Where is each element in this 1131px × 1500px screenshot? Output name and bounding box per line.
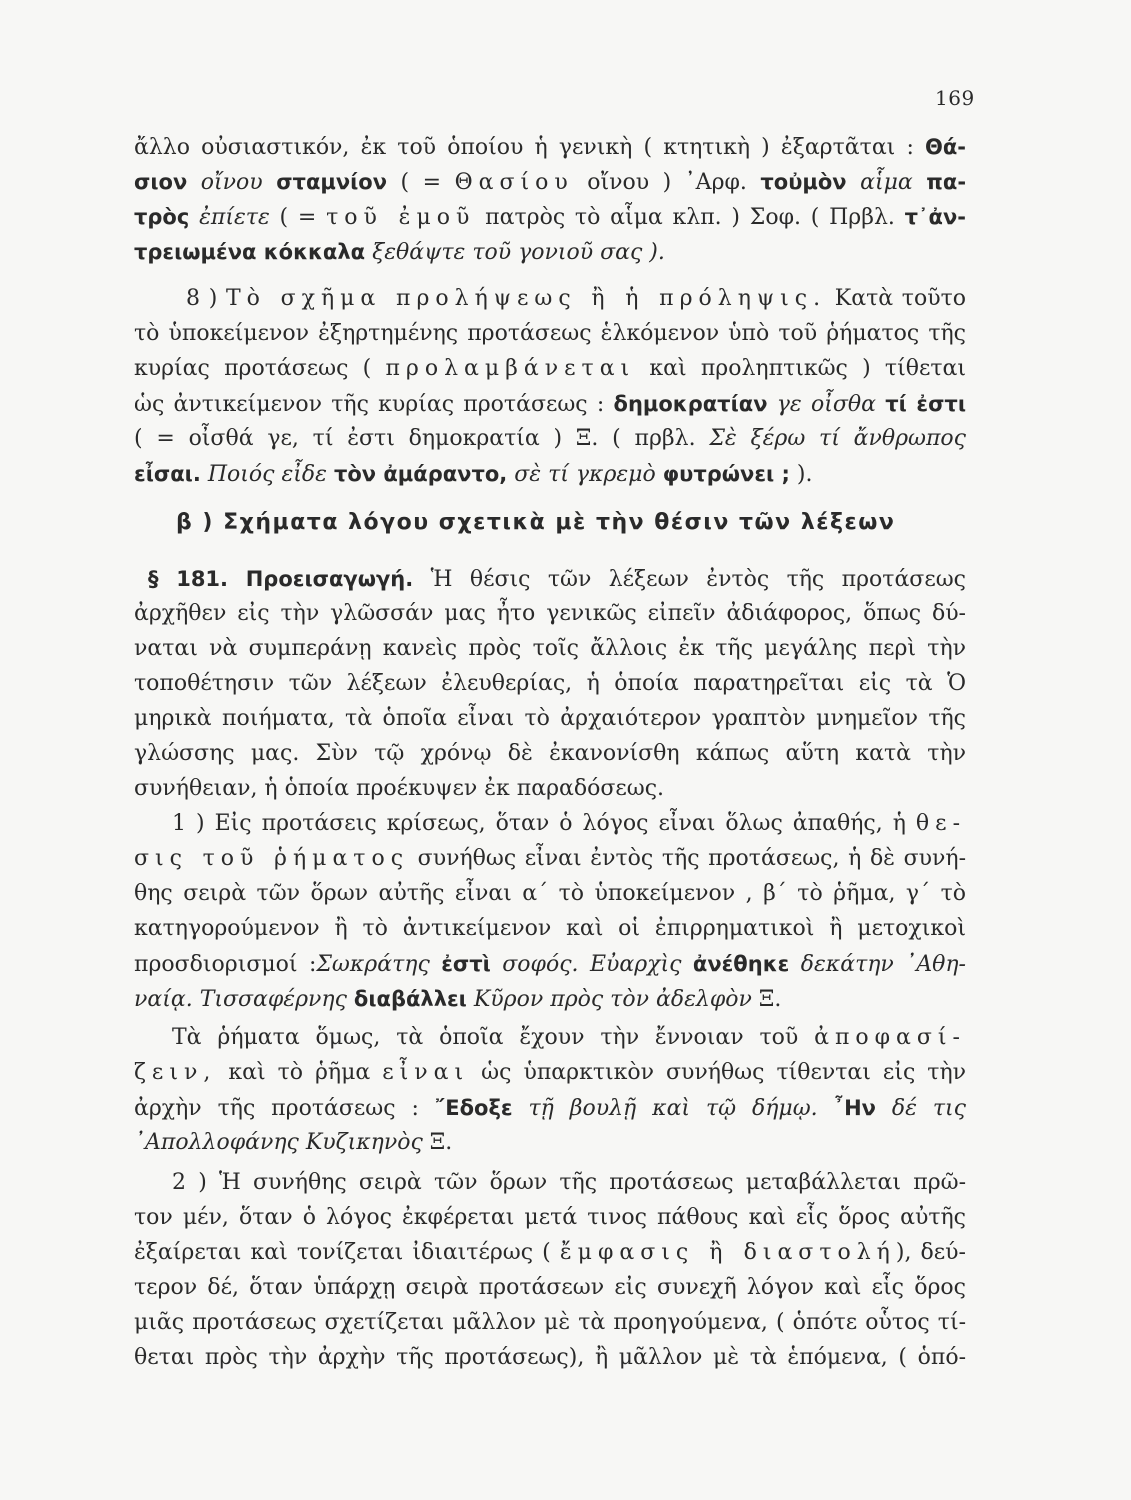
text-run: Ξ. xyxy=(751,987,782,1012)
text-run: πατρὸς τὸ αἷμα κλπ. ) Σοφ. ( Πρβλ. xyxy=(475,205,905,230)
text-run: ἀρχὴν τῆς προτάσεως : xyxy=(134,1096,435,1121)
text-run: σὲ τί γκρεμὸ xyxy=(514,462,656,487)
text-run: καὶ τὸ ῥῆμα xyxy=(216,1060,383,1085)
text-run: ἐπίετε xyxy=(199,205,270,230)
text-line xyxy=(172,1021,966,1055)
text-line xyxy=(134,772,966,806)
text-line xyxy=(134,1236,966,1270)
text-run: § 181. Προεισαγωγή. xyxy=(148,567,414,591)
text-run: 2 ) Ἡ συνήθης σειρὰ τῶν ὅρων τῆς προτάσεως μεταβάλλεται πρῶ- xyxy=(172,1170,966,1195)
section-heading: β ) Σχήματα λόγου σχετικὰ μὲ τὴν θέσιν τῶν λέξεων xyxy=(176,510,896,535)
text-run: τρειωμένα κόκκαλα xyxy=(134,240,366,264)
text-run: ῏Ην xyxy=(833,1096,876,1120)
text-line xyxy=(134,597,966,631)
text-run: οἴνου xyxy=(200,170,263,195)
text-run: θης σειρὰ τῶν ὅρων αὐτῆς εἶναι α΄ τὸ ὑποκείμενον , β΄ τὸ ῥῆμα, γ΄ τὸ xyxy=(134,881,966,906)
text-run: κυρίας προτάσεως ( xyxy=(134,356,386,381)
page-number: 169 xyxy=(935,86,975,110)
text-run: τοὐμὸν xyxy=(760,170,847,194)
text-run xyxy=(847,170,861,195)
text-line xyxy=(134,387,966,421)
text-run xyxy=(876,1096,892,1121)
text-run: ῎Εδοξε xyxy=(434,1096,513,1120)
text-run xyxy=(187,170,201,195)
text-run: Ποιός εἶδε xyxy=(207,462,327,487)
text-run: ( = οἶσθά γε, τί ἐστι δημοκρατία ) Ξ. ( πρβλ. xyxy=(134,426,710,451)
text-run: καὶ προληπτικῶς ) τίθεται xyxy=(635,356,966,381)
text-run: δέ τις xyxy=(891,1096,966,1121)
text-run: ( = xyxy=(387,170,455,195)
text-line xyxy=(134,352,966,386)
text-run: διαβάλλει xyxy=(353,987,467,1011)
text-line xyxy=(134,912,966,946)
text-run xyxy=(327,462,334,487)
text-run: ναται νὰ συμπεράνῃ κανεὶς πρὸς τοῖς ἄλλοις ἐκ τῆς μεγάλης περὶ τὴν xyxy=(134,636,966,661)
text-run: ἀνέθηκε xyxy=(692,952,790,976)
text-run: τοποθέτησιν τῶν λέξεων ἐλευθερίας, ἡ ὁποία παρατηρεῖται εἰς τὰ Ὁ xyxy=(134,671,966,696)
text-line xyxy=(134,1341,966,1375)
text-run: ἄλλο οὐσιαστικόν, ἐκ τοῦ ὁποίου ἡ γενικὴ ( κτητικὴ ) ἐξαρτᾶται : xyxy=(134,135,925,160)
text-run xyxy=(430,952,441,977)
text-run: σις τοῦ ῥήματος xyxy=(134,846,410,871)
text-run: τὸν ἀμάραντο, xyxy=(333,462,508,486)
text-run xyxy=(913,170,927,195)
text-run: Τὰ ῥήματα ὅμως, τὰ ὁποῖα ἔχουν τὴν ἔννοιαν τοῦ xyxy=(172,1025,815,1050)
text-line xyxy=(134,667,966,701)
text-run: ), δεύ- xyxy=(895,1240,966,1265)
text-line xyxy=(134,457,966,491)
text-line xyxy=(134,947,966,981)
text-run: κατηγορούμενον ἢ τὸ ἀντικείμενον καὶ οἱ ἐπιρρηματικοὶ ἢ μετοχικοὶ xyxy=(134,916,966,941)
text-run xyxy=(789,952,800,977)
text-run xyxy=(768,392,777,417)
text-run: ὡς ἀντικείμενον τῆς κυρίας προτάσεως : xyxy=(134,392,614,417)
text-line xyxy=(134,1271,966,1305)
text-line xyxy=(134,737,966,771)
text-run: γε οἶσθα xyxy=(776,392,876,417)
text-line xyxy=(134,422,966,456)
text-run xyxy=(467,987,474,1012)
text-line xyxy=(134,1201,966,1235)
text-run: ἀποφασί- xyxy=(814,1025,966,1050)
text-line xyxy=(134,702,966,736)
text-run: ἔμφασις ἢ διαστολή xyxy=(559,1240,896,1265)
text-run: Κατὰ τοῦτο xyxy=(826,286,966,311)
text-run: τρὸς xyxy=(134,205,190,229)
text-run: φυτρώνει ; xyxy=(662,462,790,486)
text-line xyxy=(134,235,966,269)
text-run: Ἡ θέσις τῶν λέξεων ἐντὸς τῆς προτάσεως xyxy=(413,567,966,592)
text-line xyxy=(134,1056,966,1090)
text-line xyxy=(134,165,966,199)
text-run: προλαμβάνεται xyxy=(385,356,636,381)
text-run: Ξ. xyxy=(422,1130,453,1155)
text-run: Τὸ σχῆμα προλήψεως ἢ ἡ πρόληψις. xyxy=(225,286,827,311)
text-run: ἀρχῆθεν εἰς τὴν γλῶσσάν μας ἦτο γενικῶς εἰπεῖν ἀδιάφορος, ὅπως δύ- xyxy=(134,601,966,626)
text-run: συνήθειαν, ἡ ὁποία προέκυψεν ἐκ παραδόσεως. xyxy=(134,776,665,801)
text-run: Σὲ ξέρω τί ἄνθρωπος xyxy=(709,426,966,451)
text-run xyxy=(656,462,663,487)
text-run: πα- xyxy=(926,170,967,194)
text-line xyxy=(172,1166,966,1200)
text-run: εἶναι xyxy=(382,1060,470,1085)
text-line xyxy=(134,1091,966,1125)
text-run: τερον δέ, ὅταν ὑπάρχῃ σειρὰ προτάσεων εἰς συνεχῆ λόγον καὶ εἷς ὅρος xyxy=(134,1275,966,1300)
text-run: 1 ) Εἰς προτάσεις κρίσεως, ὅταν ὁ λόγος εἶναι ὅλως ἀπαθής, ἡ xyxy=(172,811,916,836)
text-run xyxy=(513,1096,529,1121)
text-run: θε- xyxy=(915,811,966,836)
text-run: προσδιορισμοί : xyxy=(134,952,317,977)
text-run: σιον xyxy=(134,170,188,194)
text-line xyxy=(134,842,966,876)
text-run: Σωκράτης xyxy=(316,952,430,977)
text-run: μηρικὰ ποιήματα, τὰ ὁποῖα εἶναι τὸ ἀρχαιότερον γραπτὸν μνημεῖον τῆς xyxy=(134,706,966,731)
text-run: ἐστὶ xyxy=(441,952,491,976)
text-line xyxy=(186,282,966,316)
text-run: ναίᾳ. Τισσαφέρνης xyxy=(134,987,347,1012)
text-run: Θασίου xyxy=(454,170,574,195)
text-run: δεκάτην ᾿Αθη- xyxy=(800,952,966,977)
text-run: σταμνίον xyxy=(276,170,388,194)
text-run: Κῦρον πρὸς τὸν ἀδελφὸν xyxy=(473,987,752,1012)
text-line xyxy=(134,317,966,351)
text-run xyxy=(189,205,199,230)
text-run: Θά- xyxy=(925,135,966,159)
text-run xyxy=(818,1096,834,1121)
text-run xyxy=(681,952,692,977)
text-run xyxy=(491,952,502,977)
text-run: ὡς ὑπαρκτικὸν συνήθως τίθενται εἰς τὴν xyxy=(469,1060,967,1085)
text-run: 8 ) xyxy=(186,286,226,311)
text-run: ζειν, xyxy=(134,1060,217,1085)
text-run: οἴνου ) ᾿Αρφ. xyxy=(573,170,761,195)
text-run: ξεθάψτε τοῦ γονιοῦ σας ). xyxy=(372,240,665,265)
text-run: τῇ βουλῇ καὶ τῷ δήμῳ. xyxy=(528,1096,818,1121)
text-run: τὸ ὑποκείμενον ἐξηρτημένης προτάσεως ἑλκόμενον ὑπὸ τοῦ ῥήματος τῆς xyxy=(134,321,966,346)
text-line xyxy=(134,1306,966,1340)
text-run: ᾿Απολλοφάνης Κυζικηνὸς xyxy=(134,1130,423,1155)
text-run xyxy=(347,987,354,1012)
text-run: αἷμα xyxy=(860,170,913,195)
text-run xyxy=(263,170,277,195)
text-run: ( = xyxy=(269,205,327,230)
text-run: ἐξαίρεται καὶ τονίζεται ἰδιαιτέρως ( xyxy=(134,1240,560,1265)
text-run: τί ἐστι xyxy=(885,392,967,416)
text-line xyxy=(134,1126,966,1160)
text-line xyxy=(172,807,966,841)
text-run: τον μέν, ὅταν ὁ λόγος ἐκφέρεται μετά τινος πάθους καὶ εἷς ὅρος αὐτῆς xyxy=(134,1205,966,1230)
text-line xyxy=(134,130,966,164)
text-run: συνήθως εἶναι ἐντὸς τῆς προτάσεως, ἡ δὲ συνή- xyxy=(409,846,967,871)
text-run: γλώσσης μας. Σὺν τῷ χρόνῳ δὲ ἐκανονίσθη κάπως αὕτη κατὰ τὴν xyxy=(134,741,966,766)
text-run: τ᾿ἀν- xyxy=(904,205,967,229)
text-line xyxy=(134,632,966,666)
text-line xyxy=(148,562,966,596)
text-run xyxy=(201,462,208,487)
text-run: μιᾶς προτάσεως σχετίζεται μᾶλλον μὲ τὰ προηγούμενα, ( ὁπότε οὗτος τί- xyxy=(134,1310,966,1335)
text-line xyxy=(134,200,966,234)
text-run: δημοκρατίαν xyxy=(613,392,768,416)
text-run xyxy=(876,392,885,417)
text-run: τοῦ ἐμοῦ xyxy=(326,205,476,230)
text-run: σοφός. Εὐαρχὶς xyxy=(502,952,682,977)
text-line xyxy=(134,982,966,1016)
text-run: εἶσαι. xyxy=(134,462,201,486)
text-run: ). xyxy=(789,462,813,487)
text-line xyxy=(134,877,966,911)
text-run: θεται πρὸς τὴν ἀρχὴν τῆς προτάσεως), ἢ μᾶλλον μὲ τὰ ἑπόμενα, ( ὁπό- xyxy=(134,1345,966,1370)
